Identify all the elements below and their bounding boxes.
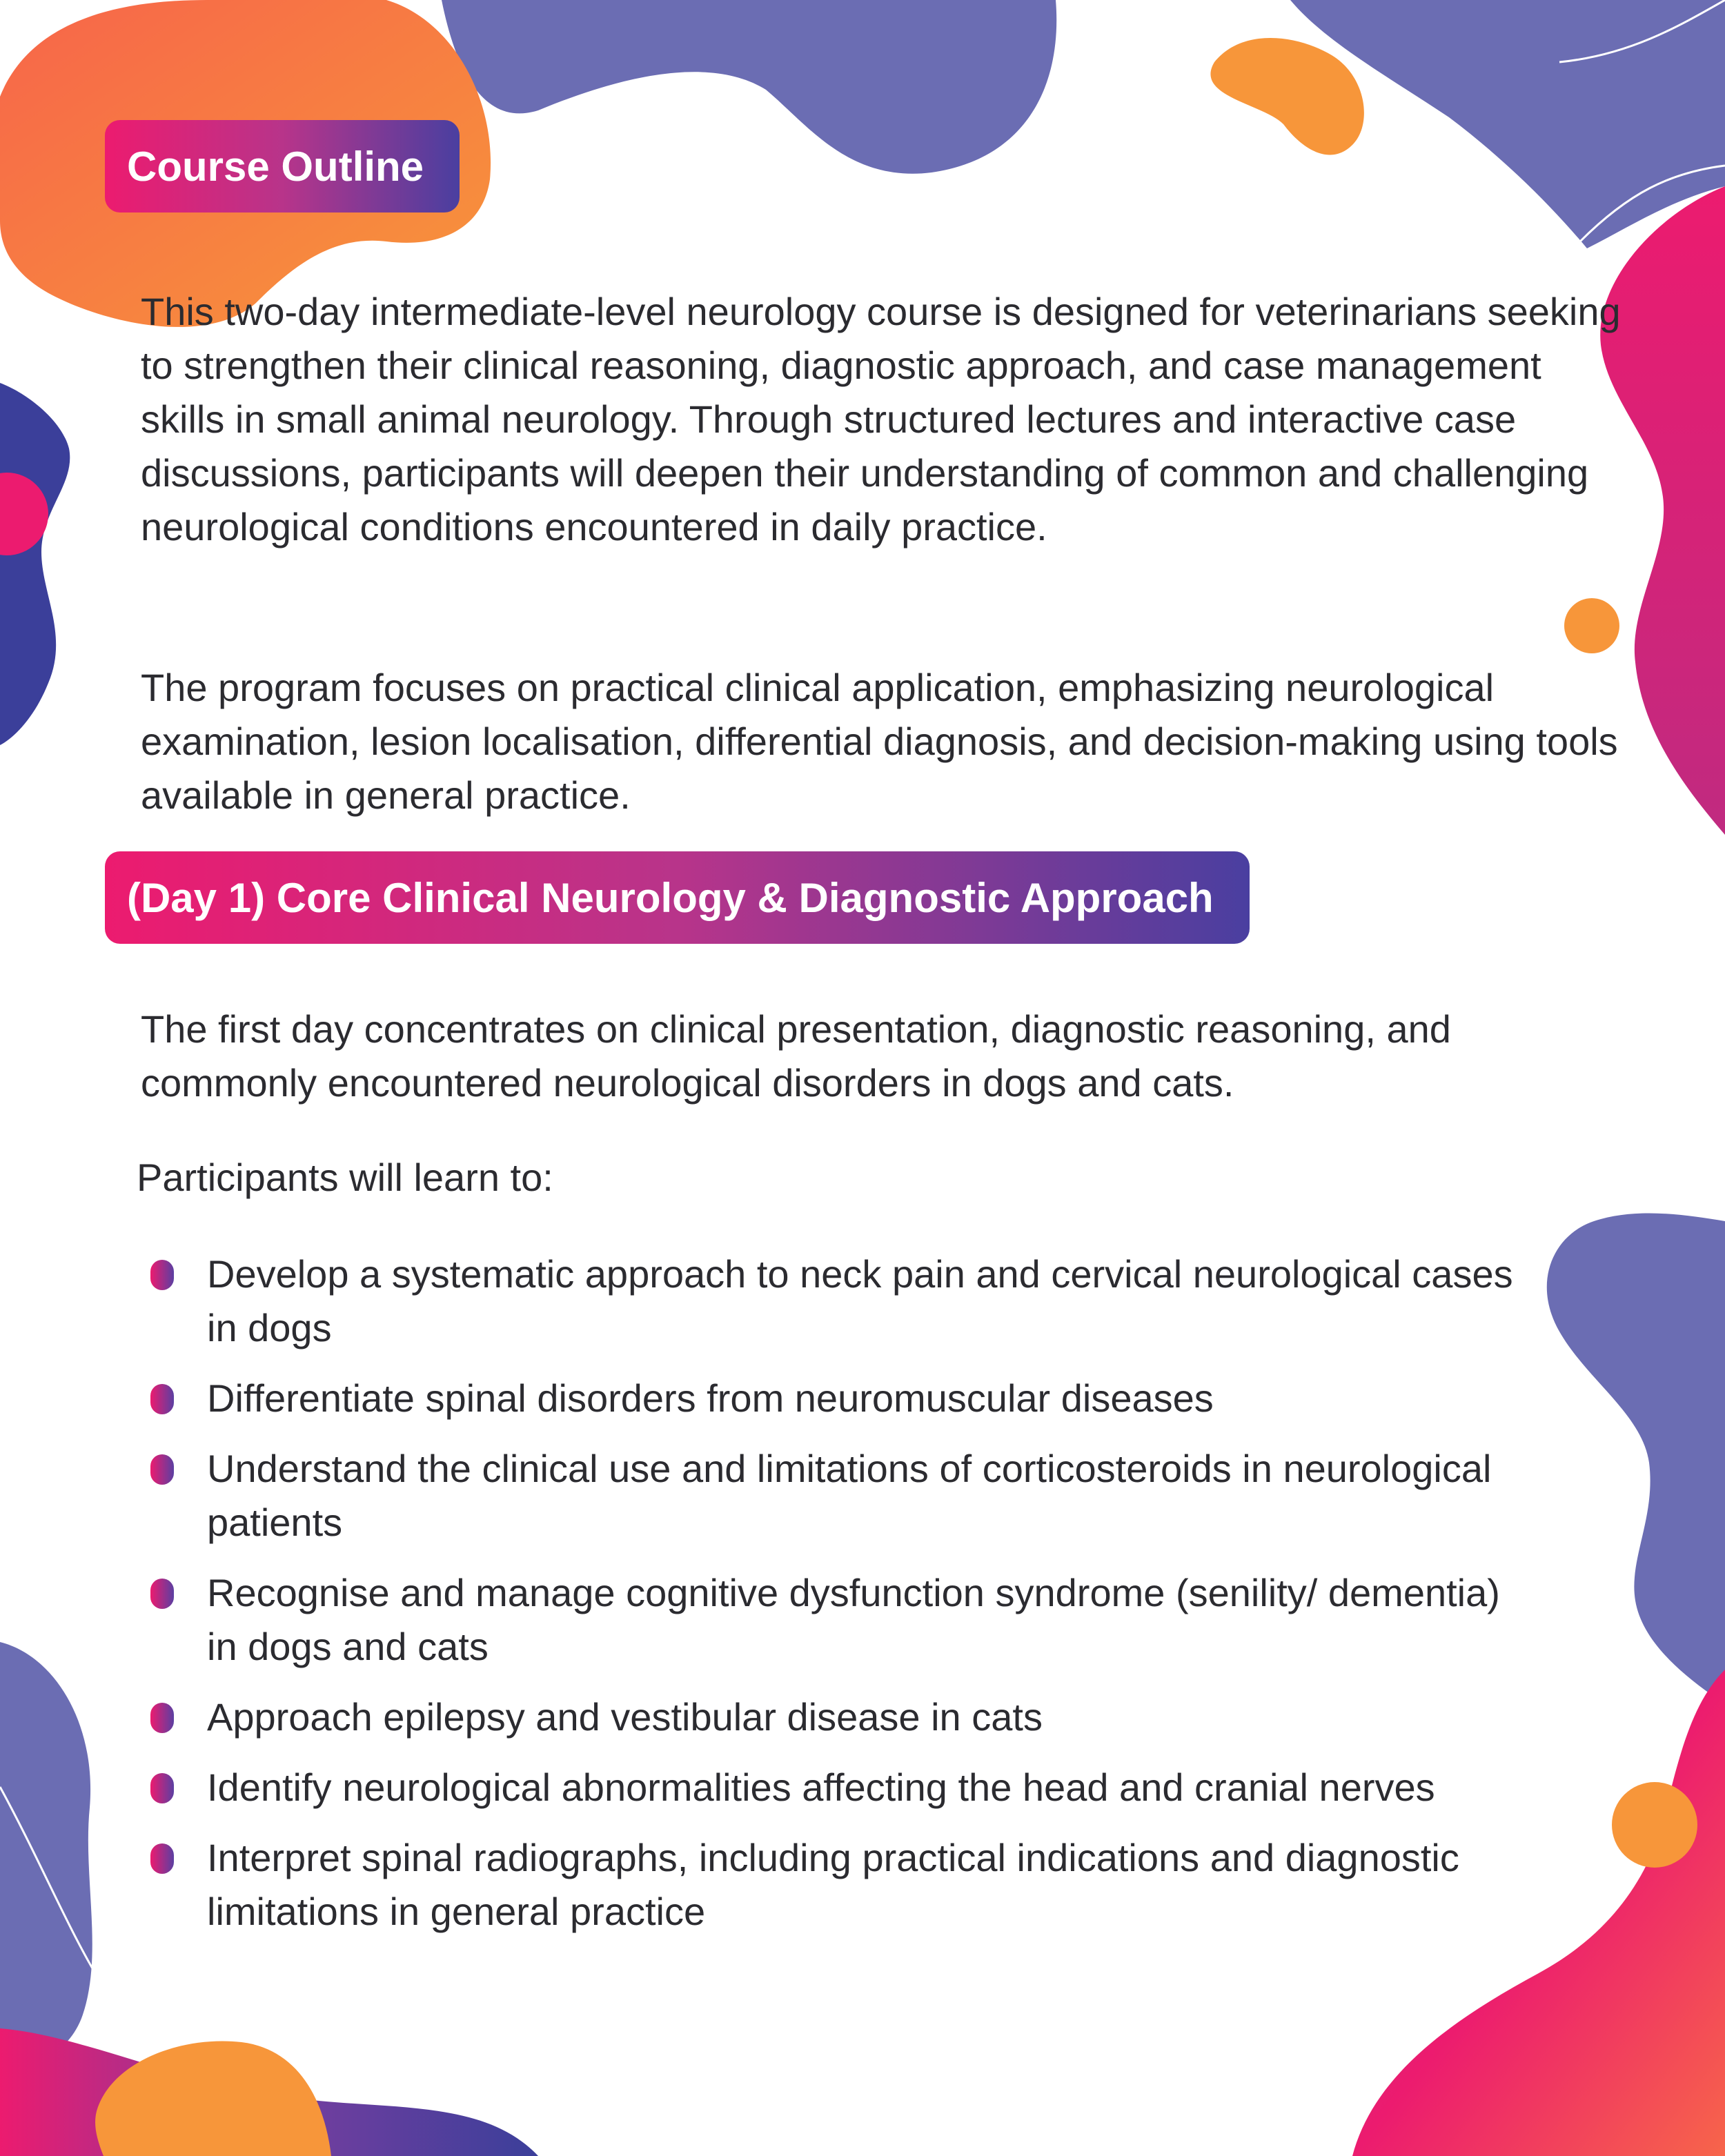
intro-paragraph: This two-day intermediate-level neurology course is designed for veterinarians seeking to strengthen their clinical reasoning, diagnostic approach, and case management skills in small animal neurology. Through structured lectures and interactive case discussions, participants will deepen their understanding of common and challenging neurological conditions encountered in daily practice.	[141, 290, 1621, 548]
list-item	[145, 1690, 1525, 1744]
bullet-text: Differentiate spinal disorders from neuromuscular diseases	[207, 1376, 1214, 1420]
day1-header	[105, 851, 1250, 944]
bullet-icon	[150, 1454, 174, 1485]
bullet-text: Approach epilepsy and vestibular disease in cats	[207, 1695, 1043, 1739]
list-item	[145, 1831, 1525, 1939]
list-item	[145, 1566, 1525, 1674]
list-item	[145, 1442, 1525, 1550]
day1-title: (Day 1) Core Clinical Neurology & Diagnostic Approach	[127, 874, 1214, 921]
list-item	[145, 1761, 1525, 1814]
bullet-text: Interpret spinal radiographs, including practical indications and diagnostic limitations in general practice	[207, 1836, 1459, 1933]
bullet-icon	[150, 1843, 174, 1874]
course-outline-header	[105, 120, 460, 212]
bullet-text: Understand the clinical use and limitations of corticosteroids in neurological patients	[207, 1447, 1492, 1544]
bullet-text: Recognise and manage cognitive dysfunction syndrome (senility/ dementia) in dogs and cats	[207, 1571, 1500, 1668]
bullet-text: Identify neurological abnormalities affecting the head and cranial nerves	[207, 1766, 1435, 1809]
bullet-icon	[150, 1773, 174, 1803]
learning-objectives-list	[145, 1247, 1525, 1955]
bullet-icon	[150, 1703, 174, 1733]
bullet-icon	[150, 1260, 174, 1290]
bullet-icon	[150, 1579, 174, 1609]
bullet-text: Develop a systematic approach to neck pain and cervical neurological cases in dogs	[207, 1252, 1513, 1349]
day1-description: The first day concentrates on clinical presentation, diagnostic reasoning, and commonly encountered neurological disorders in dogs and cats.	[141, 1007, 1451, 1105]
list-item	[145, 1247, 1525, 1355]
program-focus-paragraph: The program focuses on practical clinical application, emphasizing neurological examination, lesion localisation, differential diagnosis, and decision-making using tools available in general practice.	[141, 666, 1618, 817]
bullet-icon	[150, 1384, 174, 1414]
course-outline-title: Course Outline	[127, 143, 424, 190]
list-item	[145, 1372, 1525, 1425]
learn-intro: Participants will learn to:	[137, 1156, 553, 1199]
